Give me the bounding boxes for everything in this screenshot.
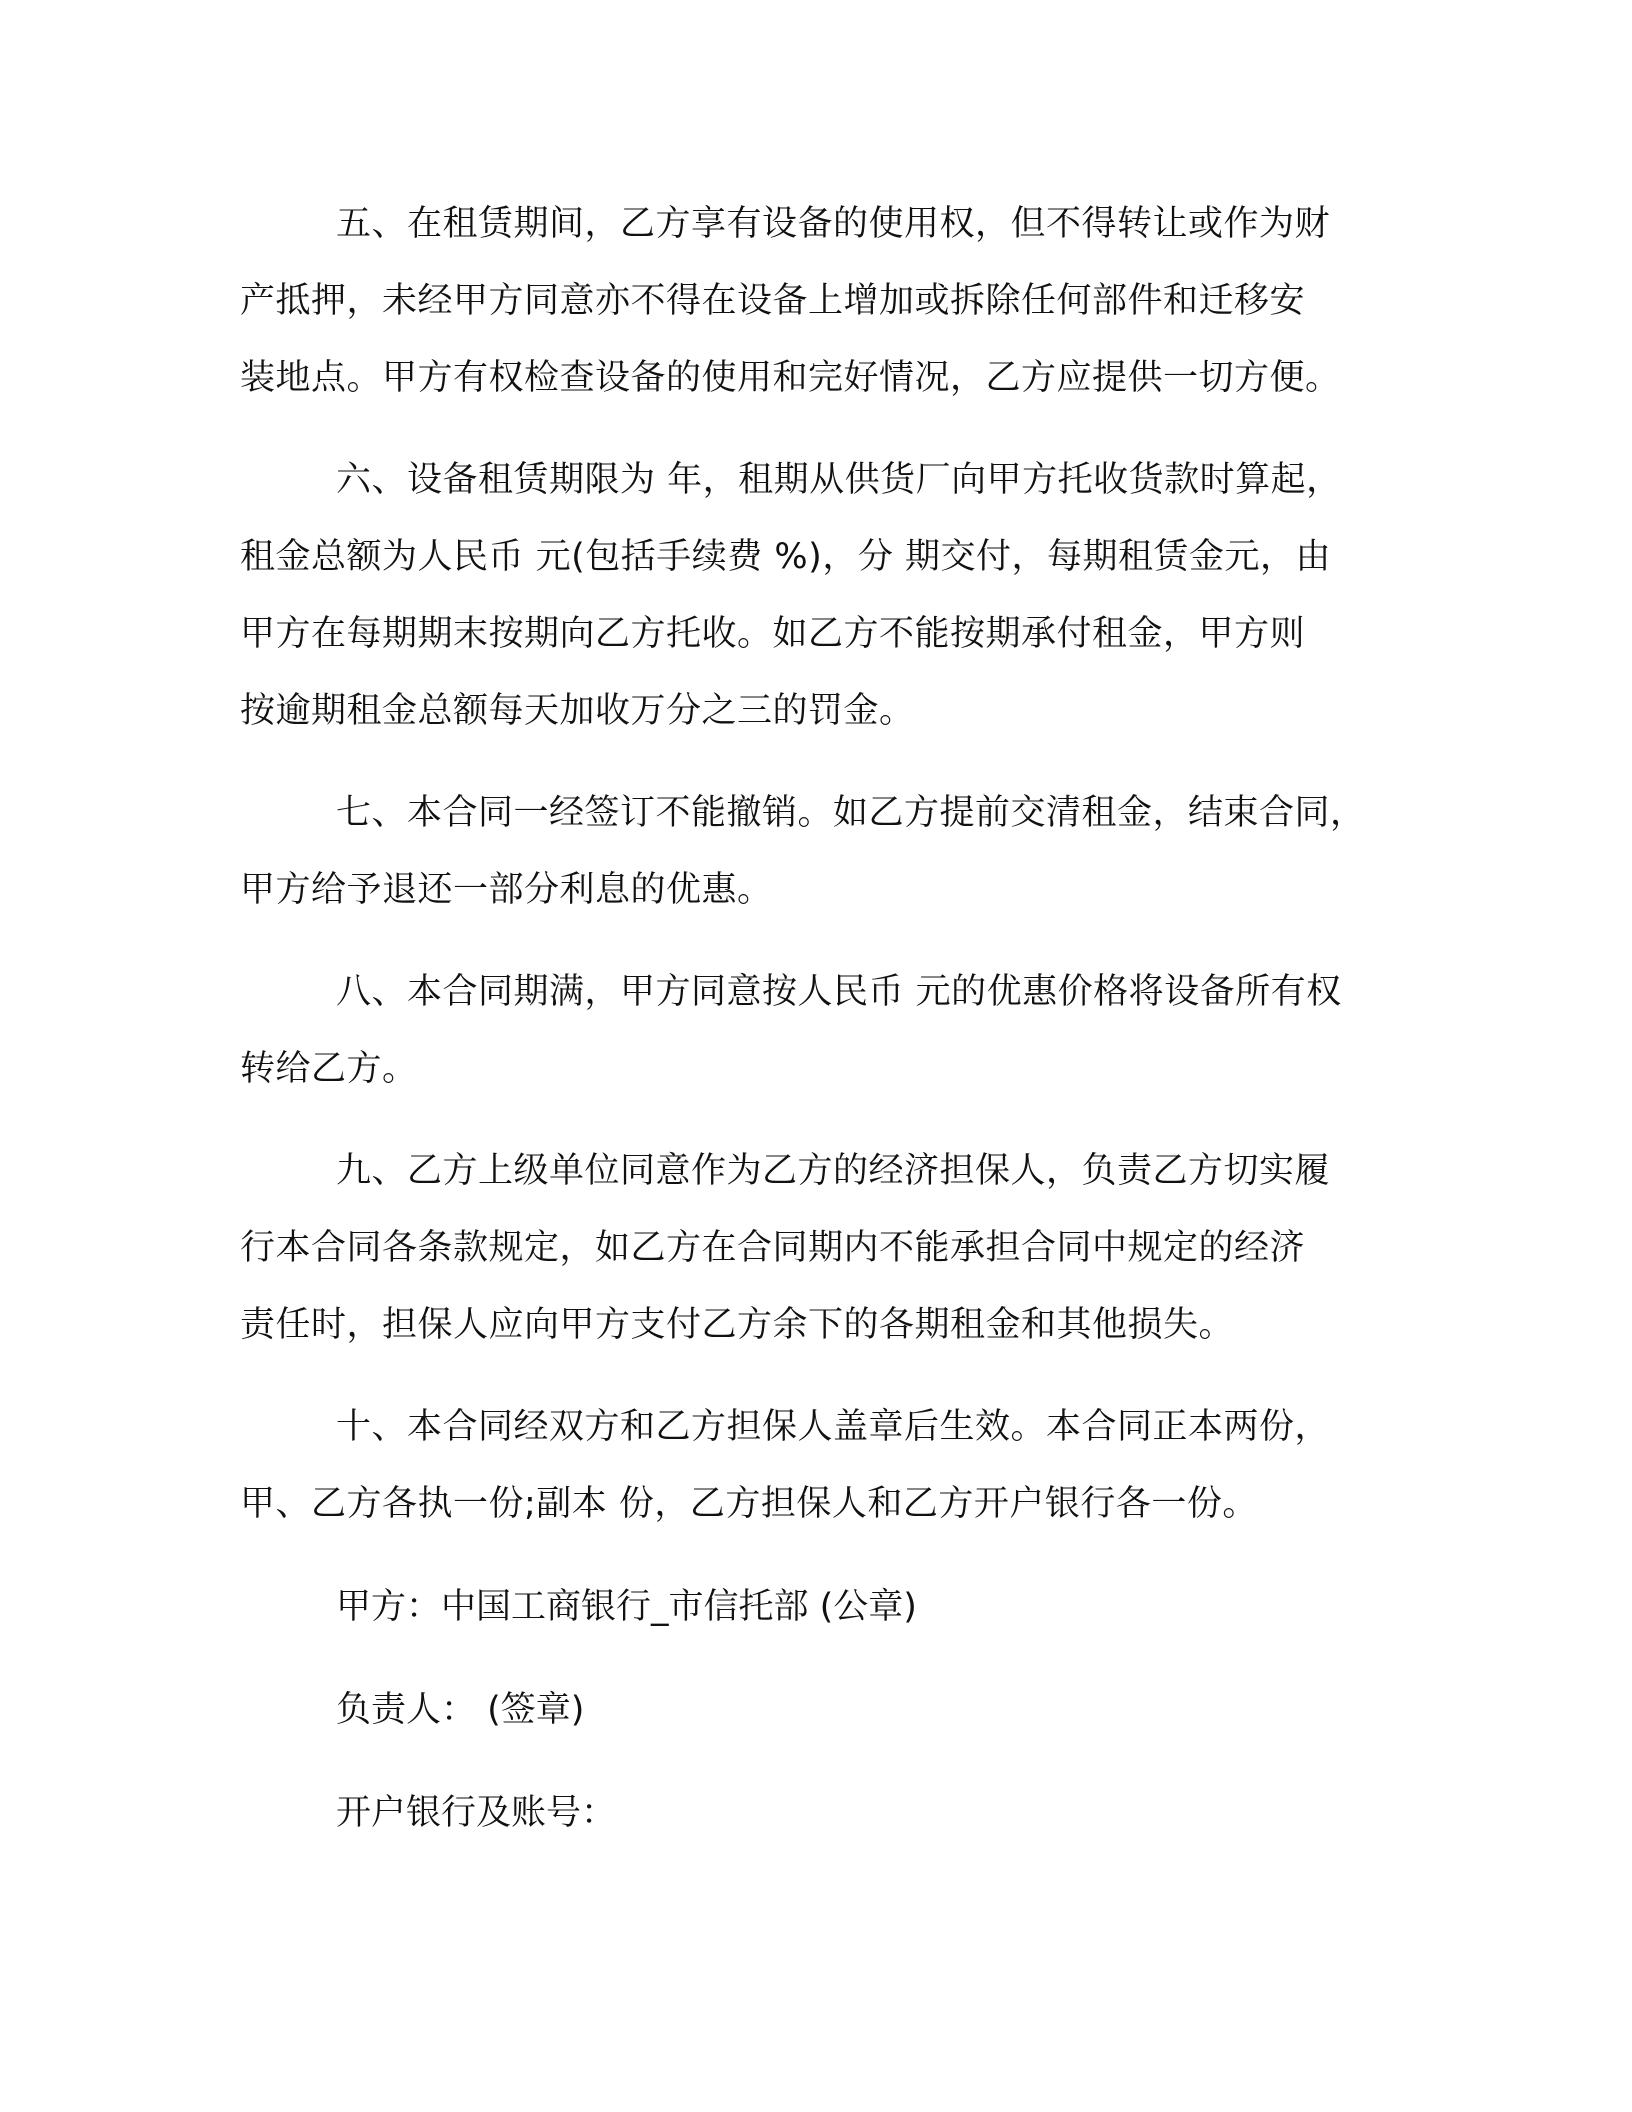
clause-line: 转给乙方。 xyxy=(240,1049,418,1089)
bank-account-line: 开户银行及账号： xyxy=(336,1793,617,1833)
clause-line: 六、设备租赁期限为 年，租期从供货厂向甲方托收货款时算起， xyxy=(336,460,1342,500)
clause-7 xyxy=(240,775,1420,929)
clause-line: 甲、乙方各执一份;副本 份，乙方担保人和乙方开户银行各一份。 xyxy=(240,1484,1258,1524)
contract-body xyxy=(240,186,1420,1852)
clause-line: 行本合同各条款规定，如乙方在合同期内不能承担合同中规定的经济 xyxy=(240,1228,1306,1268)
clause-line: 七、本合同一经签订不能撤销。如乙方提前交清租金，结束合同， xyxy=(336,793,1366,833)
clause-line: 甲方给予退还一部分利息的优惠。 xyxy=(240,870,773,910)
clause-line: 甲方在每期期末按期向乙方托收。如乙方不能按期承付租金，甲方则 xyxy=(240,614,1306,654)
clause-5 xyxy=(240,186,1420,417)
clause-line: 十、本合同经双方和乙方担保人盖章后生效。本合同正本两份， xyxy=(336,1407,1331,1447)
clause-6 xyxy=(240,442,1420,750)
clause-10 xyxy=(240,1389,1420,1543)
clause-line: 装地点。甲方有权检查设备的使用和完好情况，乙方应提供一切方便。 xyxy=(240,358,1341,398)
clause-line: 九、乙方上级单位同意作为乙方的经济担保人，负责乙方切实履 xyxy=(336,1151,1331,1191)
clause-line: 五、在租赁期间，乙方享有设备的使用权，但不得转让或作为财 xyxy=(336,204,1331,244)
responsible-person-line: 负责人： (签章) xyxy=(336,1690,585,1730)
clause-line: 租金总额为人民币 元(包括手续费 %)，分 期交付，每期租赁金元，由 xyxy=(240,537,1331,577)
clause-line: 八、本合同期满，甲方同意按人民币 元的优惠价格将设备所有权 xyxy=(336,972,1342,1012)
clause-line: 产抵押，未经甲方同意亦不得在设备上增加或拆除任何部件和迁移安 xyxy=(240,281,1306,321)
clause-8 xyxy=(240,954,1420,1108)
clause-line: 责任时，担保人应向甲方支付乙方余下的各期租金和其他损失。 xyxy=(240,1305,1235,1345)
clause-line: 按逾期租金总额每天加收万分之三的罚金。 xyxy=(240,691,915,731)
party-a-line: 甲方：中国工商银行_市信托部 (公章) xyxy=(336,1587,917,1627)
clause-9 xyxy=(240,1133,1420,1364)
